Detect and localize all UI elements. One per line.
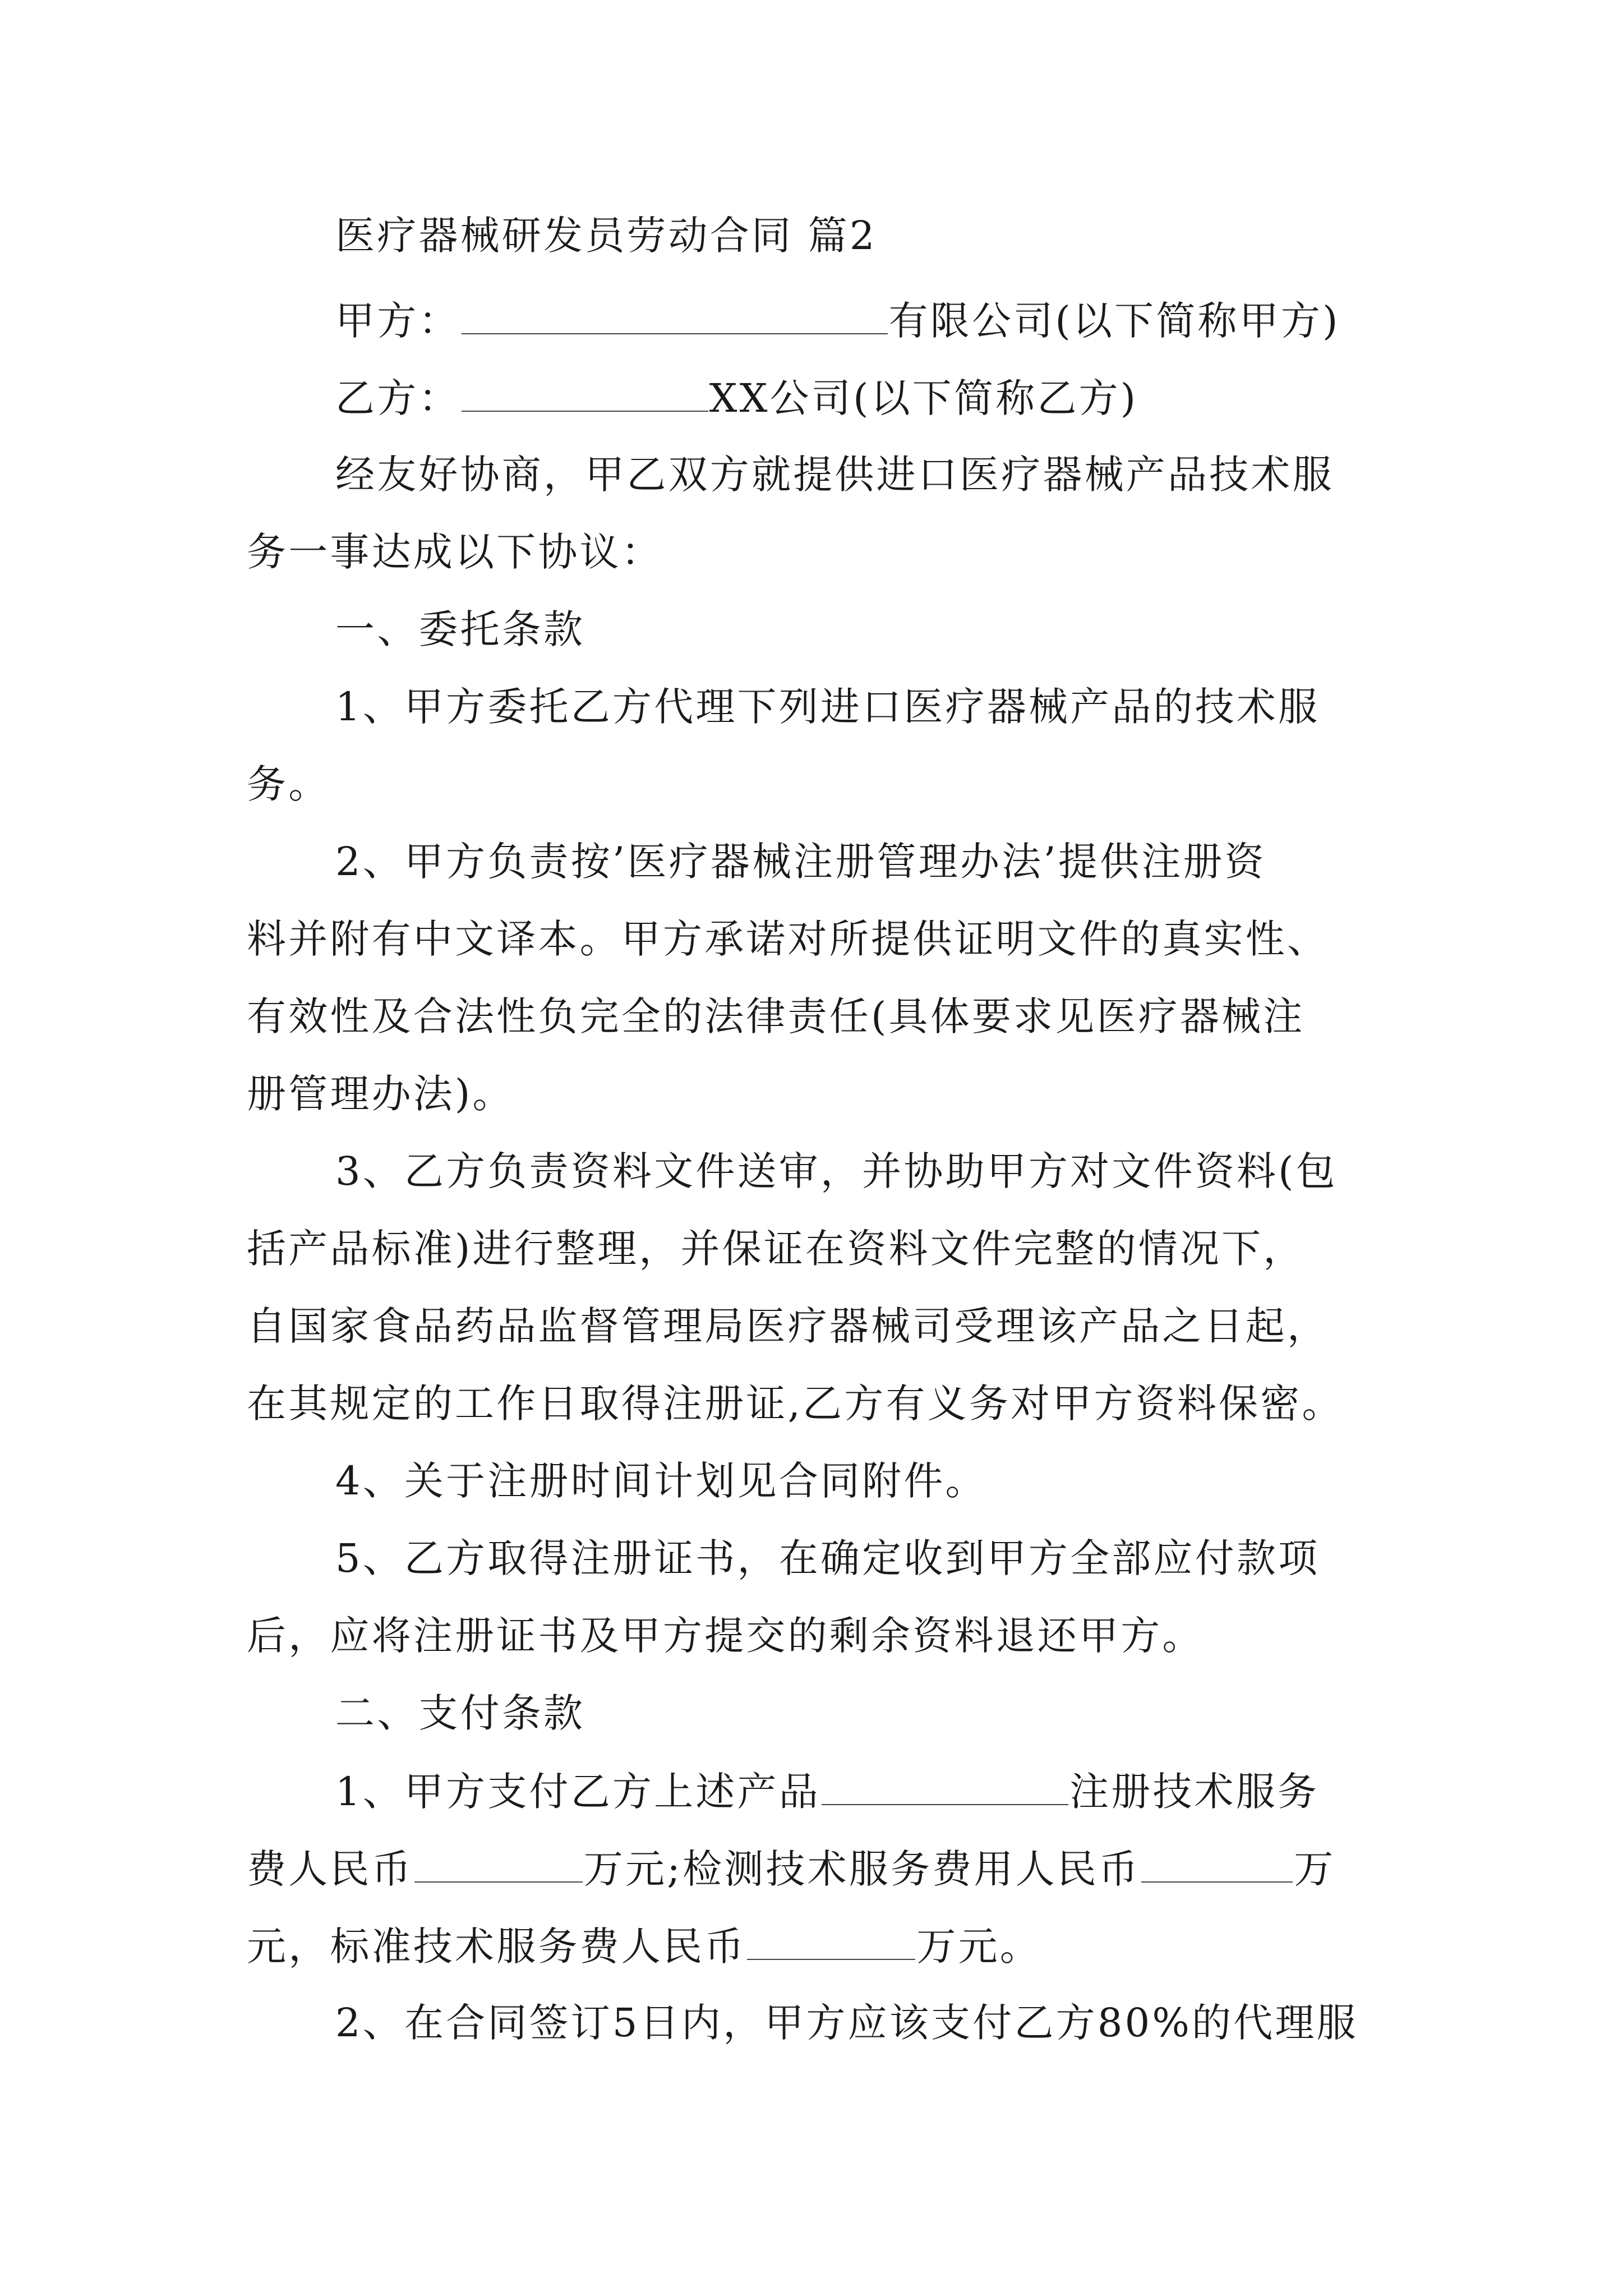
s2-item1-text-d: 万元;检测技术服务费用人民币 <box>583 1846 1141 1892</box>
s2-item1-line1 <box>335 1764 1319 1818</box>
s2-item1-text-e: 万 <box>1294 1846 1336 1892</box>
party-a-line <box>335 293 1340 347</box>
s1-item5-line2: 后，应将注册证书及甲方提交的剩余资料退还甲方。 <box>247 1613 1204 1659</box>
party-b-suffix: XX公司(以下简称乙方) <box>709 375 1138 421</box>
party-a-suffix: 有限公司(以下简称甲方) <box>888 298 1340 344</box>
section-2-heading: 二、支付条款 <box>335 1690 585 1736</box>
s2-item1-line3 <box>247 1918 1041 1972</box>
s2-item2-line1: 2、在合同签订5日内，甲方应该支付乙方80%的代理服 <box>335 2000 1358 2046</box>
s1-item5-line1: 5、乙方取得注册证书，在确定收到甲方全部应付款项 <box>335 1535 1320 1581</box>
s1-item2-line4: 册管理办法)。 <box>247 1071 514 1117</box>
s2-item1-line2 <box>247 1841 1335 1895</box>
s1-item3-line3: 自国家食品药品监督管理局医疗器械司受理该产品之日起， <box>247 1303 1329 1349</box>
s1-item3-line4: 在其规定的工作日取得注册证,乙方有义务对甲方资料保密。 <box>247 1381 1344 1427</box>
standard-fee-blank[interactable] <box>747 1918 915 1960</box>
s2-item1-text-a: 1、甲方支付乙方上述产品 <box>335 1769 820 1815</box>
s1-item2-line3: 有效性及合法性负完全的法律责任(具体要求见医疗器械注 <box>247 993 1305 1039</box>
product-name-blank[interactable] <box>822 1764 1068 1805</box>
s2-item1-text-b: 注册技术服务 <box>1069 1769 1320 1815</box>
s2-item1-text-f: 元，标准技术服务费人民币 <box>247 1924 746 1970</box>
s1-item2-line2: 料并附有中文译本。甲方承诺对所提供证明文件的真实性、 <box>247 916 1329 962</box>
party-a-label: 甲方： <box>335 298 460 344</box>
s2-item1-text-g: 万元。 <box>916 1924 1042 1970</box>
intro-line-2: 务一事达成以下协议： <box>247 529 663 575</box>
party-b-line <box>335 370 1138 424</box>
party-a-blank[interactable] <box>462 293 888 334</box>
s2-item1-text-c: 费人民币 <box>247 1846 413 1892</box>
registration-fee-blank[interactable] <box>414 1841 583 1883</box>
document-title: 医疗器械研发员劳动合同 篇2 <box>335 213 877 259</box>
s1-item2-line1: 2、甲方负责按’医疗器械注册管理办法’提供注册资 <box>335 839 1266 885</box>
s1-item4-line1: 4、关于注册时间计划见合同附件。 <box>335 1458 987 1504</box>
intro-line-1: 经友好协商，甲乙双方就提供进口医疗器械产品技术服 <box>335 452 1334 498</box>
s1-item3-line1: 3、乙方负责资料文件送审，并协助甲方对文件资料(包 <box>335 1148 1338 1194</box>
section-1-heading: 一、委托条款 <box>335 606 585 652</box>
party-b-label: 乙方： <box>335 375 460 421</box>
s1-item3-line2: 括产品标准)进行整理，并保证在资料文件完整的情况下， <box>247 1226 1305 1272</box>
party-b-blank[interactable] <box>462 370 708 412</box>
s1-item1-line2: 务。 <box>247 761 330 807</box>
testing-fee-blank[interactable] <box>1141 1841 1293 1883</box>
s1-item1-line1: 1、甲方委托乙方代理下列进口医疗器械产品的技术服 <box>335 684 1320 730</box>
